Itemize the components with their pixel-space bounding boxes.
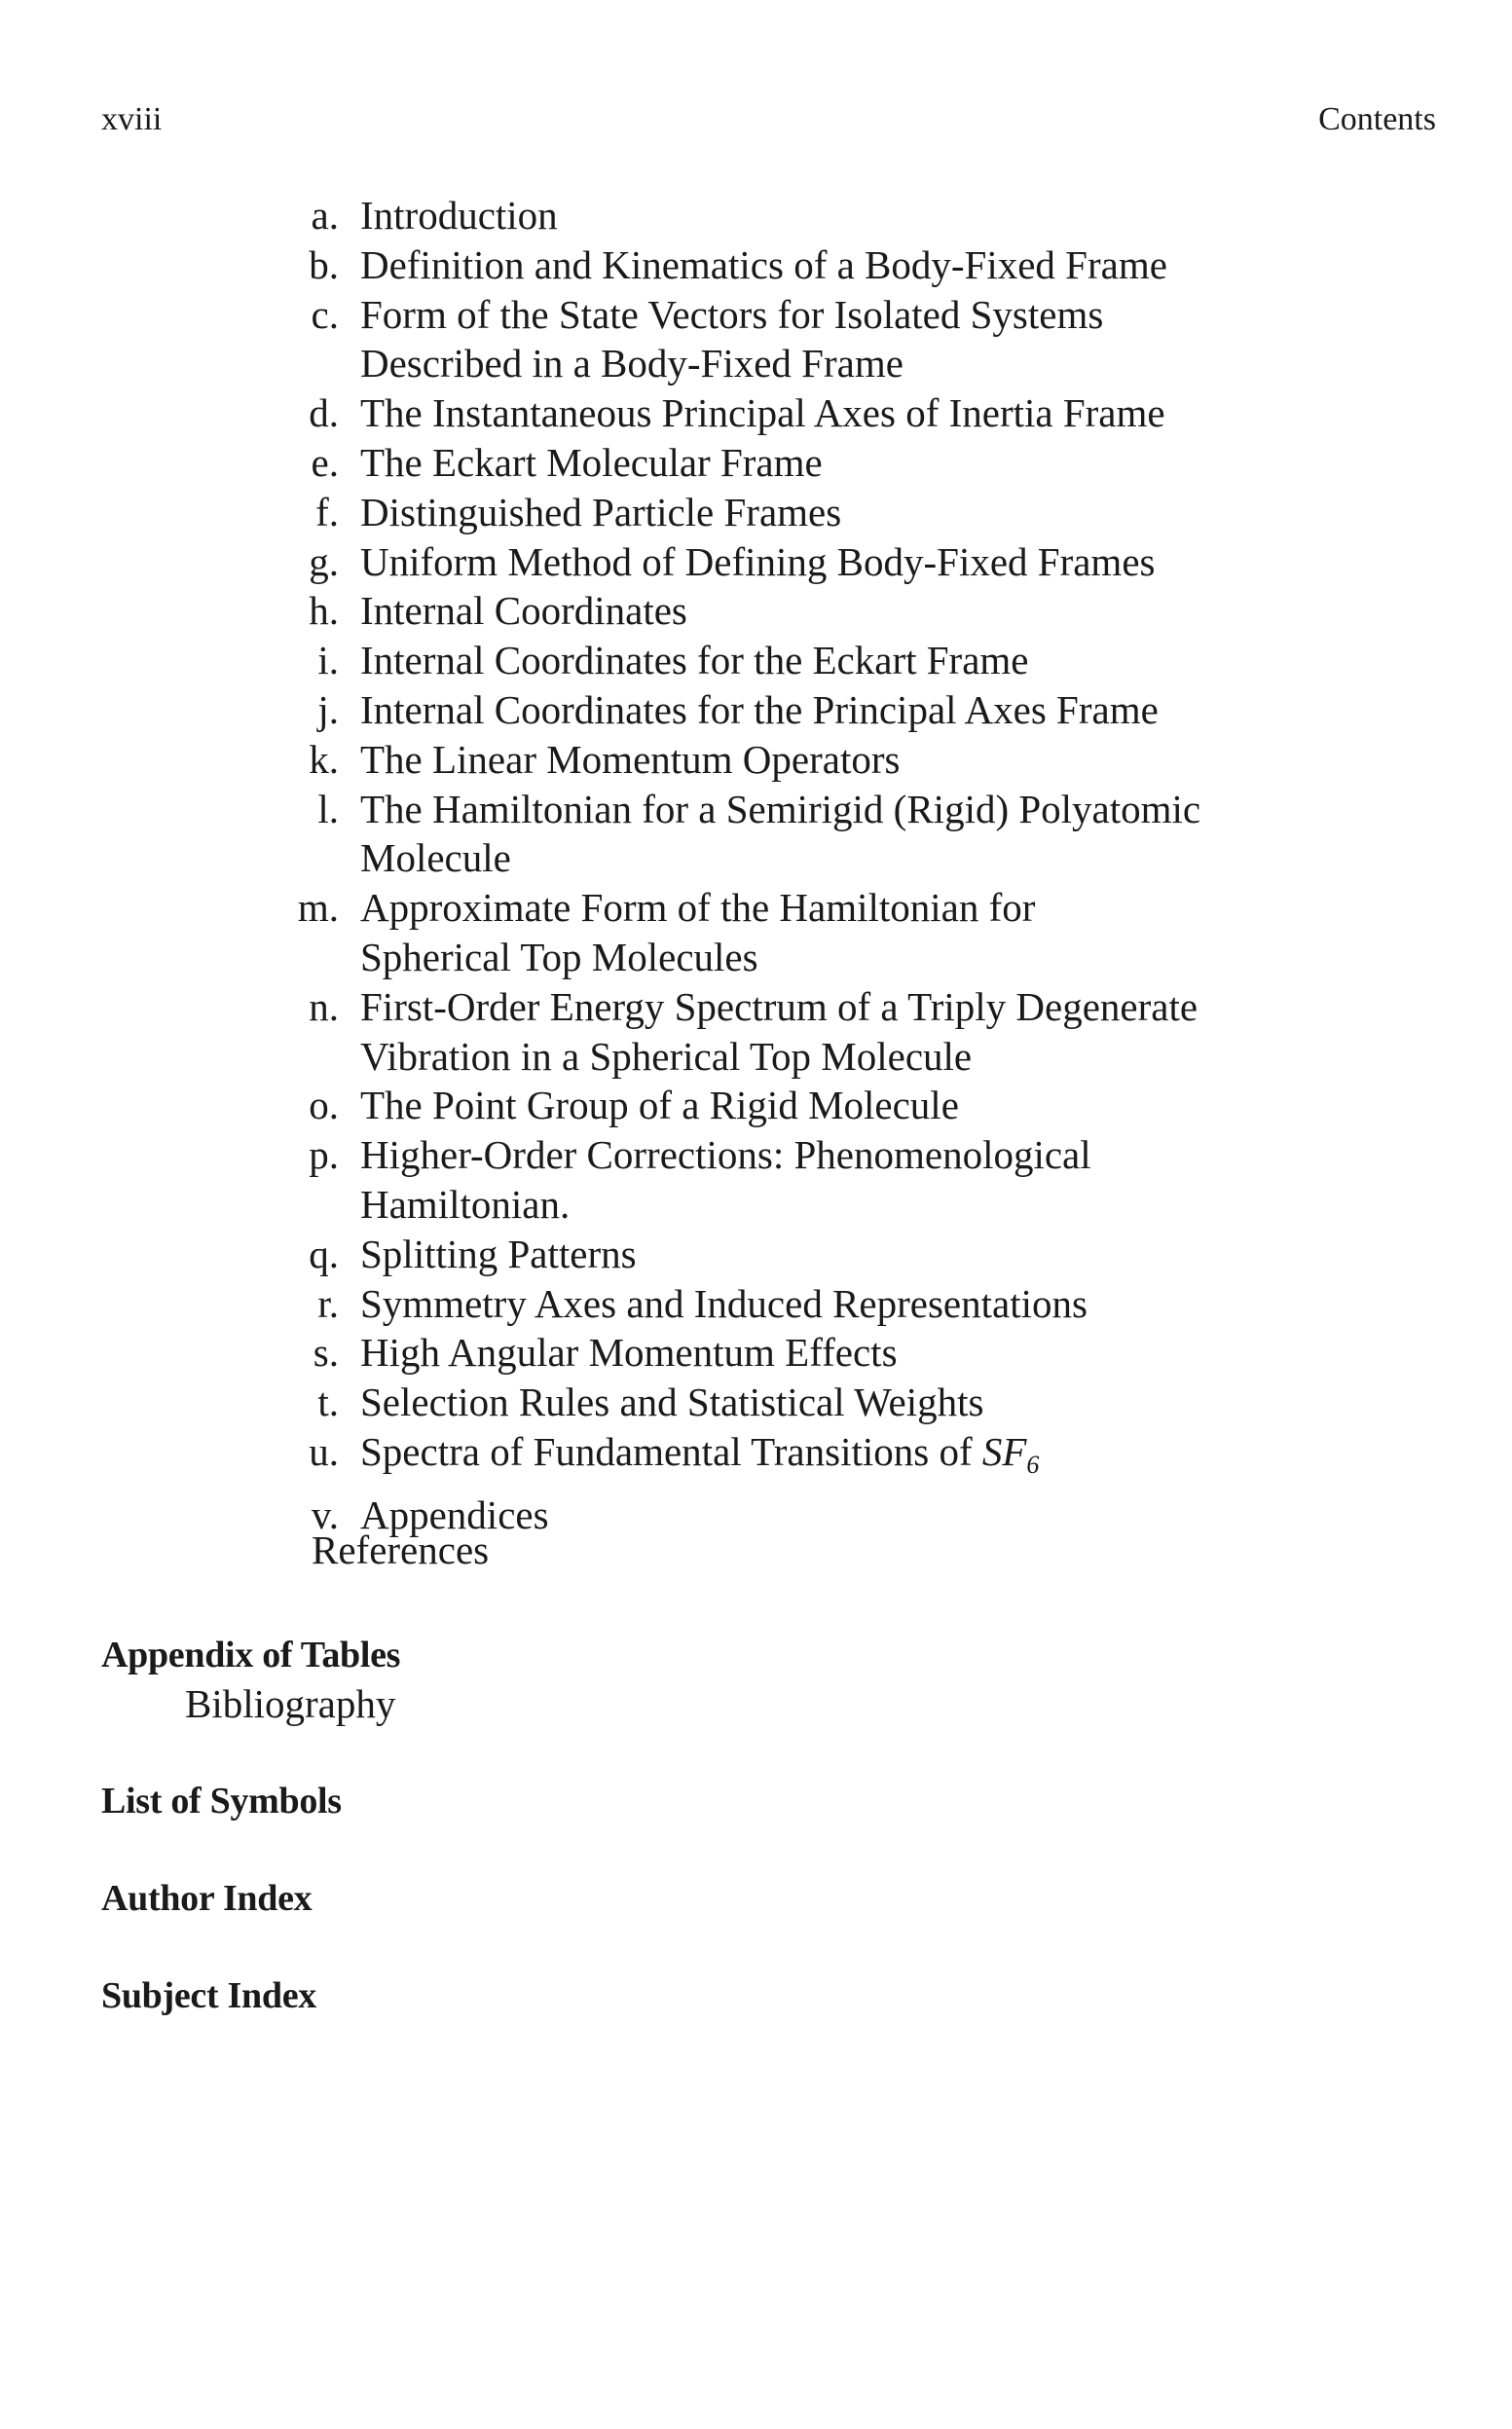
toc-item-p-continued[interactable] — [273, 1180, 1383, 1230]
toc-letter: g. — [309, 538, 339, 584]
toc-text: Higher-Order Corrections: Phenomenological — [360, 1132, 1091, 1178]
page-number: xviii — [101, 101, 163, 137]
toc-letter — [273, 833, 360, 883]
toc-letter: r. — [317, 1280, 339, 1326]
toc-text: Selection Rules and Statistical Weights — [360, 1380, 984, 1425]
toc-letter: t. — [317, 1380, 339, 1425]
toc-text: High Angular Momentum Effects — [360, 1330, 898, 1376]
toc-letter — [273, 933, 360, 982]
toc-text: Symmetry Axes and Induced Representations — [360, 1280, 1088, 1326]
toc-letter: u. — [309, 1428, 339, 1474]
toc-text: Uniform Method of Defining Body-Fixed Frames — [360, 538, 1156, 584]
toc-letter: h. — [309, 588, 339, 634]
toc-letter: c. — [311, 291, 339, 337]
toc-text: The Linear Momentum Operators — [360, 736, 901, 782]
toc-item-e[interactable] — [273, 438, 1383, 488]
toc-text: Internal Coordinates — [360, 588, 687, 634]
toc-item-l[interactable] — [273, 785, 1383, 834]
toc-item-j[interactable] — [273, 685, 1383, 735]
toc-item-g[interactable] — [273, 537, 1383, 587]
toc-text — [360, 1427, 1383, 1491]
toc-item-m[interactable] — [273, 883, 1383, 933]
sf6-subscript: 6 — [1026, 1450, 1040, 1479]
toc-item-o[interactable] — [273, 1081, 1383, 1130]
toc-item-l-continued[interactable] — [273, 833, 1383, 883]
toc-letter: m. — [297, 885, 339, 931]
toc-item-q[interactable] — [273, 1230, 1383, 1279]
toc-text: Molecule — [360, 835, 511, 881]
toc-item-s[interactable] — [273, 1328, 1383, 1378]
toc-letter: s. — [313, 1330, 339, 1376]
toc-item-a[interactable] — [273, 191, 1383, 240]
toc-letter: q. — [309, 1231, 339, 1276]
running-title: Contents — [1318, 101, 1436, 137]
subject-index-heading[interactable]: Subject Index — [101, 1975, 316, 2016]
toc-letter — [273, 1032, 360, 1082]
toc-letter — [273, 339, 360, 388]
toc-item-f[interactable] — [273, 488, 1383, 537]
toc-letter — [273, 1180, 360, 1230]
toc-letter: a. — [311, 193, 339, 238]
toc-item-t[interactable] — [273, 1378, 1383, 1427]
toc-letter: p. — [309, 1132, 339, 1178]
toc-item-i[interactable] — [273, 636, 1383, 685]
toc-text: Splitting Patterns — [360, 1231, 637, 1276]
toc-item-h[interactable] — [273, 586, 1383, 636]
author-index-heading[interactable]: Author Index — [101, 1878, 313, 1919]
toc-letter: v. — [311, 1491, 339, 1537]
toc-text: The Point Group of a Rigid Molecule — [360, 1083, 959, 1128]
list-of-symbols-heading[interactable]: List of Symbols — [101, 1781, 342, 1822]
toc-list — [273, 191, 1383, 1540]
toc-text: Hamiltonian. — [360, 1181, 571, 1227]
toc-item-d[interactable] — [273, 388, 1383, 438]
toc-letter: f. — [315, 489, 339, 534]
toc-text: Definition and Kinematics of a Body-Fixed Frame — [360, 241, 1167, 287]
toc-item-n[interactable] — [273, 982, 1383, 1032]
toc-letter: e. — [311, 439, 339, 485]
toc-text: Introduction — [360, 193, 558, 238]
sf6-formula: SF — [981, 1428, 1027, 1474]
toc-letter: j. — [317, 686, 339, 732]
toc-text: Internal Coordinates for the Principal Axes Frame — [360, 686, 1159, 732]
toc-item-k[interactable] — [273, 735, 1383, 785]
toc-text: First-Order Energy Spectrum of a Triply Degenerate — [360, 983, 1199, 1029]
toc-text: Form of the State Vectors for Isolated Systems — [360, 291, 1104, 337]
toc-item-p[interactable] — [273, 1130, 1383, 1180]
toc-text: Distinguished Particle Frames — [360, 489, 842, 534]
toc-references[interactable]: References — [312, 1527, 490, 1572]
toc-text: The Eckart Molecular Frame — [360, 439, 823, 485]
toc-item-r[interactable] — [273, 1279, 1383, 1329]
toc-item-c[interactable] — [273, 290, 1383, 340]
toc-item-m-continued[interactable] — [273, 933, 1383, 982]
toc-item-n-continued[interactable] — [273, 1032, 1383, 1082]
toc-item-c-continued[interactable] — [273, 339, 1383, 388]
toc-letter: n. — [309, 983, 339, 1029]
toc-letter: d. — [309, 390, 339, 436]
toc-letter: k. — [309, 736, 339, 782]
bibliography-entry[interactable]: Bibliography — [185, 1681, 396, 1726]
toc-text: The Instantaneous Principal Axes of Inertia Frame — [360, 390, 1165, 436]
toc-letter: i. — [317, 638, 339, 683]
toc-text: Appendices — [360, 1491, 549, 1537]
toc-letter: o. — [309, 1083, 339, 1128]
toc-text: Internal Coordinates for the Eckart Frame — [360, 638, 1029, 683]
toc-item-b[interactable] — [273, 240, 1383, 290]
toc-text: Vibration in a Spherical Top Molecule — [360, 1033, 973, 1079]
toc-letter: l. — [317, 786, 339, 831]
toc-text: Approximate Form of the Hamiltonian for — [360, 885, 1036, 931]
toc-item-u[interactable] — [273, 1427, 1383, 1491]
toc-text: Spherical Top Molecules — [360, 934, 758, 979]
toc-text: Described in a Body-Fixed Frame — [360, 341, 904, 386]
toc-text: The Hamiltonian for a Semirigid (Rigid) Polyatomic — [360, 786, 1201, 831]
toc-letter: b. — [309, 241, 339, 287]
toc-text-body: Spectra of Fundamental Transitions of — [360, 1428, 982, 1474]
appendix-of-tables-heading[interactable]: Appendix of Tables — [101, 1635, 401, 1675]
